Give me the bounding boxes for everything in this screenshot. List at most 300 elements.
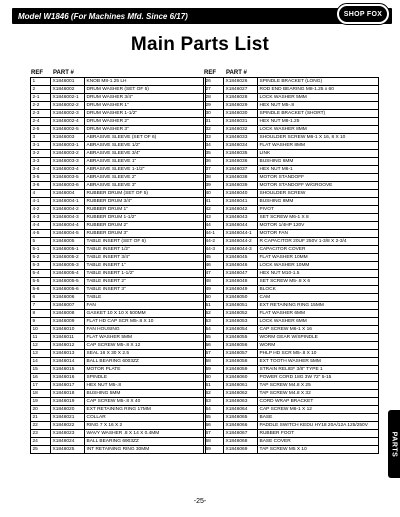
parts-row <box>31 166 206 174</box>
parts-row <box>204 302 379 310</box>
ref-cell: 26 <box>204 78 224 86</box>
description-cell: ABRASIVE SLEEVE (SET OF 6) <box>85 134 206 142</box>
ref-cell: 10 <box>31 326 51 334</box>
description-cell: DRUM WASHER 3" <box>85 126 206 134</box>
part-number-cell: X1846048 <box>224 278 258 286</box>
description-cell: CAPACITOR COVER <box>258 246 379 254</box>
part-number-cell: X1846044-3 <box>224 246 258 254</box>
ref-cell: 19 <box>31 398 51 406</box>
part-number-cell: X1846036 <box>224 158 258 166</box>
shop-fox-logo <box>336 3 390 25</box>
description-cell: KNOB M8-1.25 LH <box>85 78 206 86</box>
side-tab-label: PARTS <box>390 431 398 457</box>
ref-cell: 28 <box>204 94 224 102</box>
description-cell: EXT TOOTH WASHER 5MM <box>258 358 379 366</box>
ref-cell: 9 <box>31 318 51 326</box>
description-cell: FAN HOUSING <box>85 326 206 334</box>
ref-cell: 5-2 <box>31 254 51 262</box>
parts-row <box>204 214 379 222</box>
part-number-cell: X1846019 <box>51 398 85 406</box>
description-cell: BUSHING 8MM <box>258 198 379 206</box>
part-number-cell: X1846053 <box>224 318 258 326</box>
part-number-cell: X1846052 <box>224 310 258 318</box>
description-cell: CAP SCREW M5-.8 X 40 <box>85 398 206 406</box>
part-number-cell: X1846014 <box>51 358 85 366</box>
parts-row <box>204 174 379 182</box>
parts-row <box>31 230 206 238</box>
parts-row <box>31 86 206 94</box>
parts-row <box>204 294 379 302</box>
parts-row <box>204 246 379 254</box>
part-number-cell: X1846016 <box>51 374 85 382</box>
parts-row <box>204 134 379 142</box>
description-cell: EXT RETAINING RING 17MM <box>85 406 206 414</box>
description-cell: RUBBER DRUM 3/4" <box>85 198 206 206</box>
parts-row <box>204 262 379 270</box>
part-number-cell: X1846066 <box>224 422 258 430</box>
parts-row <box>204 398 379 406</box>
parts-row <box>204 374 379 382</box>
part-number-cell: X1846010 <box>51 326 85 334</box>
parts-row <box>31 414 206 422</box>
ref-cell: 3-6 <box>31 182 51 190</box>
description-cell: TABLE INSERT 3/4" <box>85 254 206 262</box>
description-cell: HEX NUT M10-1.5 <box>258 270 379 278</box>
description-cell: SET SCREW M6-1 X 8 <box>258 214 379 222</box>
part-number-cell: X1846063 <box>224 398 258 406</box>
ref-cell: 40 <box>204 190 224 198</box>
description-cell: TABLE INSERT 3" <box>85 286 206 294</box>
description-cell: RUBBER DRUM 1" <box>85 206 206 214</box>
ref-cell: 5-5 <box>31 278 51 286</box>
part-number-cell: X1846050 <box>224 294 258 302</box>
parts-row <box>204 342 379 350</box>
part-number-cell: X1846003-6 <box>51 182 85 190</box>
description-cell: WORM <box>258 342 379 350</box>
description-cell: DRUM WASHER 1-1/2" <box>85 110 206 118</box>
part-number-cell: X1846058 <box>224 358 258 366</box>
parts-row <box>31 238 206 246</box>
description-cell: RING 7 X 16 X 2 <box>85 422 206 430</box>
ref-cell: 5-6 <box>31 286 51 294</box>
parts-row <box>31 302 206 310</box>
parts-row <box>31 438 206 446</box>
ref-cell: 2-5 <box>31 126 51 134</box>
ref-cell: 12 <box>31 342 51 350</box>
part-number-cell: X1846039 <box>224 182 258 190</box>
ref-cell: 29 <box>204 102 224 110</box>
ref-cell: 39 <box>204 182 224 190</box>
part-number-cell: X1846060 <box>224 374 258 382</box>
ref-cell: 21 <box>31 414 51 422</box>
ref-cell: 52 <box>204 310 224 318</box>
ref-cell: 24 <box>31 438 51 446</box>
part-number-cell: X1846002-5 <box>51 126 85 134</box>
description-cell: TABLE INSERT 1-1/2" <box>85 270 206 278</box>
ref-cell: 2-2 <box>31 102 51 110</box>
description-cell: RUBBER FOOT <box>258 430 379 438</box>
parts-row <box>31 78 206 86</box>
part-number-cell: X1846004-1 <box>51 198 85 206</box>
ref-cell: 36 <box>204 158 224 166</box>
ref-cell: 3 <box>31 134 51 142</box>
ref-cell: 41 <box>204 198 224 206</box>
description-cell: ABRASIVE SLEEVE 1/2" <box>85 142 206 150</box>
description-cell: BALL BEARING 6903ZZ <box>85 438 206 446</box>
part-number-cell: X1846049 <box>224 286 258 294</box>
parts-row <box>204 182 379 190</box>
part-number-cell: X1846015 <box>51 366 85 374</box>
description-cell: FLAT WASHER 10MM <box>258 254 379 262</box>
description-cell: MOTOR PLATE <box>85 366 206 374</box>
page-number: -25- <box>193 498 207 505</box>
part-number-cell: X1846029 <box>224 102 258 110</box>
part-number-cell: X1846031 <box>224 118 258 126</box>
part-number-cell: X1846034 <box>224 142 258 150</box>
description-cell: LINK <box>258 150 379 158</box>
parts-row <box>204 326 379 334</box>
description-cell: TABLE INSERT (SET OF 6) <box>85 238 206 246</box>
part-number-cell: X1846004-3 <box>51 214 85 222</box>
ref-cell: 59 <box>204 366 224 374</box>
parts-column-left <box>30 68 205 454</box>
parts-row <box>31 198 206 206</box>
part-number-cell: X1846055 <box>224 334 258 342</box>
parts-row <box>31 142 206 150</box>
ref-cell: 67 <box>204 430 224 438</box>
ref-cell: 42 <box>204 206 224 214</box>
parts-row <box>204 414 379 422</box>
logo-text: SHOP FOX <box>339 6 387 22</box>
ref-cell: 6 <box>31 294 51 302</box>
ref-cell: 65 <box>204 414 224 422</box>
ref-cell: 3-5 <box>31 174 51 182</box>
description-cell: BUSHING 5MM <box>85 390 206 398</box>
ref-cell: 4-3 <box>31 214 51 222</box>
parts-row <box>204 190 379 198</box>
part-number-cell: X1846002-4 <box>51 118 85 126</box>
column-header <box>30 68 205 77</box>
parts-row <box>31 398 206 406</box>
ref-cell: 33 <box>204 134 224 142</box>
part-number-cell: X1846064 <box>224 406 258 414</box>
part-number-cell: X1846030 <box>224 110 258 118</box>
description-cell: INT RETAINING RING 30MM <box>85 446 206 454</box>
parts-row <box>204 334 379 342</box>
part-number-cell: X1846003 <box>51 134 85 142</box>
ref-cell: 16 <box>31 374 51 382</box>
part-number-cell: X1846042 <box>224 206 258 214</box>
ref-cell: 55 <box>204 334 224 342</box>
part-number-cell: X1846051 <box>224 302 258 310</box>
parts-row <box>204 270 379 278</box>
ref-cell: 25 <box>31 446 51 454</box>
description-cell: ABRASIVE SLEEVE 1-1/2" <box>85 166 206 174</box>
parts-row <box>31 430 206 438</box>
parts-table-left <box>30 77 206 454</box>
part-number-cell: X1846020 <box>51 406 85 414</box>
description-cell: PHLP HD SCR M5-.8 X 10 <box>258 350 379 358</box>
ref-cell: 53 <box>204 318 224 326</box>
description-cell: FLAT HD CAP SCR M5-.8 X 10 <box>85 318 206 326</box>
parts-row <box>204 102 379 110</box>
ref-cell: 43 <box>204 214 224 222</box>
part-number-cell: X1846056 <box>224 342 258 350</box>
page-header <box>12 8 392 24</box>
part-number-cell: X1846005 <box>51 238 85 246</box>
description-cell: MOTOR STANDOFF <box>258 174 379 182</box>
model-title: Model W1846 (For Machines Mfd. Since 6/17) <box>18 11 188 21</box>
parts-row <box>204 390 379 398</box>
ref-cell: 54 <box>204 326 224 334</box>
ref-cell: 47 <box>204 270 224 278</box>
part-number-cell: X1846038 <box>224 174 258 182</box>
parts-row <box>204 446 379 454</box>
description-cell: TAP SCREW M5 X 10 <box>258 446 379 454</box>
ref-header: REF <box>31 70 43 76</box>
ref-cell: 2-3 <box>31 110 51 118</box>
description-cell: LOCK WASHER 10MM <box>258 262 379 270</box>
ref-cell: 2-1 <box>31 94 51 102</box>
part-number-cell: X1846021 <box>51 414 85 422</box>
parts-row <box>31 342 206 350</box>
parts-row <box>31 318 206 326</box>
ref-cell: 64 <box>204 406 224 414</box>
part-number-cell: X1846013 <box>51 350 85 358</box>
ref-cell: 13 <box>31 350 51 358</box>
ref-cell: 18 <box>31 390 51 398</box>
ref-cell: 4-4 <box>31 222 51 230</box>
parts-row <box>204 358 379 366</box>
part-number-cell: X1846012 <box>51 342 85 350</box>
column-header <box>203 68 378 77</box>
description-cell: SEAL 16 X 30 X 2.5 <box>85 350 206 358</box>
parts-row <box>204 278 379 286</box>
description-cell: GASKET 10 X 10 X 500MM <box>85 310 206 318</box>
part-number-cell: X1846023 <box>51 430 85 438</box>
parts-row <box>204 286 379 294</box>
part-number-cell: X1846004-2 <box>51 206 85 214</box>
parts-row <box>31 350 206 358</box>
ref-cell: 44-2 <box>204 238 224 246</box>
ref-cell: 4-1 <box>31 198 51 206</box>
description-cell: DRUM WASHER (SET OF 5) <box>85 86 206 94</box>
part-number-cell: X1846061 <box>224 382 258 390</box>
description-cell: HEX NUT M5-.8 <box>85 382 206 390</box>
description-cell: TAP SCREW M4.8 X 32 <box>258 390 379 398</box>
ref-cell: 2-4 <box>31 118 51 126</box>
description-cell: PIVOT <box>258 206 379 214</box>
part-number-cell: X1846005-3 <box>51 262 85 270</box>
part-number-cell: X1846065 <box>224 414 258 422</box>
part-number-cell: X1846043 <box>224 214 258 222</box>
description-cell: LOCK WASHER 8MM <box>258 126 379 134</box>
description-cell: MOTOR STANDOFF W/GROOVE <box>258 182 379 190</box>
part-number-cell: X1846026 <box>224 78 258 86</box>
description-cell: FLAT WASHER 5MM <box>85 334 206 342</box>
ref-cell: 51 <box>204 302 224 310</box>
description-cell: TAP SCREW M4.8 X 25 <box>258 382 379 390</box>
part-number-cell: X1846003-3 <box>51 158 85 166</box>
parts-row <box>31 406 206 414</box>
part-number-cell: X1846046 <box>224 262 258 270</box>
part-number-cell: X1846002-2 <box>51 102 85 110</box>
description-cell: CAP SCREW M6-1 X 16 <box>258 326 379 334</box>
description-cell: FLAT WASHER 8MM <box>258 142 379 150</box>
description-cell: BASE <box>258 414 379 422</box>
description-cell: RUBBER DRUM 3" <box>85 230 206 238</box>
ref-cell: 62 <box>204 390 224 398</box>
description-cell: FAN <box>85 302 206 310</box>
parts-row <box>204 366 379 374</box>
description-cell: HEX NUT M5-.8 <box>258 102 379 110</box>
ref-cell: 8 <box>31 310 51 318</box>
part-number-cell: X1846005-1 <box>51 246 85 254</box>
part-number-cell: X1846035 <box>224 150 258 158</box>
part-number-cell: X1846044-2 <box>224 238 258 246</box>
ref-cell: 49 <box>204 286 224 294</box>
ref-cell: 3-1 <box>31 142 51 150</box>
ref-cell: 23 <box>31 430 51 438</box>
parts-row <box>31 358 206 366</box>
ref-cell: 2 <box>31 86 51 94</box>
parts-row <box>31 206 206 214</box>
part-number-cell: X1846005-2 <box>51 254 85 262</box>
parts-row <box>31 390 206 398</box>
ref-cell: 37 <box>204 166 224 174</box>
ref-cell: 63 <box>204 398 224 406</box>
parts-side-tab <box>388 410 400 478</box>
ref-cell: 11 <box>31 334 51 342</box>
ref-cell: 17 <box>31 382 51 390</box>
part-number-cell: X1846005-4 <box>51 270 85 278</box>
parts-row <box>204 310 379 318</box>
ref-cell: 1 <box>31 78 51 86</box>
part-number-cell: X1846017 <box>51 382 85 390</box>
part-number-cell: X1846005-6 <box>51 286 85 294</box>
part-number-cell: X1846028 <box>224 94 258 102</box>
description-cell: SET SCREW M5-.8 X 6 <box>258 278 379 286</box>
description-cell: POWER CORD 18G 3W 72" 5-15 <box>258 374 379 382</box>
parts-row <box>204 438 379 446</box>
part-number-cell: X1846004-4 <box>51 222 85 230</box>
description-cell: R CAPACITOR 20UF 250V 1-3/8 X 2-3/4 <box>258 238 379 246</box>
parts-row <box>31 134 206 142</box>
ref-cell: 60 <box>204 374 224 382</box>
description-cell: PADDLE SWITCH KEDU HY18 20A/12A 125/250V <box>258 422 379 430</box>
page-title: Main Parts List <box>130 34 270 55</box>
description-cell: LOCK WASHER 5MM <box>258 94 379 102</box>
description-cell: ABRASIVE SLEEVE 2" <box>85 174 206 182</box>
description-cell: SHOULDER SCREW M6-1 X 16, 8 X 10 <box>258 134 379 142</box>
part-number-cell: X1846045 <box>224 254 258 262</box>
ref-header: REF <box>204 70 216 76</box>
ref-cell: 38 <box>204 174 224 182</box>
description-cell: WAVY WASHER .8 X 14 X 0.4MM <box>85 430 206 438</box>
part-number-cell: X1846004 <box>51 190 85 198</box>
parts-row <box>31 118 206 126</box>
description-cell: RUBBER DRUM 2" <box>85 222 206 230</box>
part-number-cell: X1846047 <box>224 270 258 278</box>
part-number-cell: X1846041 <box>224 198 258 206</box>
parts-row <box>204 430 379 438</box>
description-cell: BALL BEARING 6003ZZ <box>85 358 206 366</box>
description-cell: CAP SCREW M5-.8 X 12 <box>85 342 206 350</box>
ref-cell: 56 <box>204 342 224 350</box>
parts-row <box>31 110 206 118</box>
ref-cell: 14 <box>31 358 51 366</box>
description-cell: FLAT WASHER 6MM <box>258 310 379 318</box>
ref-cell: 57 <box>204 350 224 358</box>
parts-row <box>204 406 379 414</box>
parts-row <box>31 286 206 294</box>
parts-row <box>31 278 206 286</box>
parts-row <box>31 422 206 430</box>
description-cell: DRUM WASHER 3/4" <box>85 94 206 102</box>
part-number-cell: X1846002 <box>51 86 85 94</box>
description-cell: DRUM WASHER 1" <box>85 102 206 110</box>
parts-row <box>31 174 206 182</box>
part-number-cell: X1846024 <box>51 438 85 446</box>
ref-cell: 5-3 <box>31 262 51 270</box>
ref-cell: 66 <box>204 422 224 430</box>
ref-cell: 5-1 <box>31 246 51 254</box>
part-number-cell: X1846032 <box>224 126 258 134</box>
parts-row <box>31 374 206 382</box>
parts-row <box>204 142 379 150</box>
parts-row <box>204 158 379 166</box>
parts-row <box>204 318 379 326</box>
description-cell: WORM GEAR W/SPINDLE <box>258 334 379 342</box>
part-number-cell: X1846062 <box>224 390 258 398</box>
parts-row <box>31 222 206 230</box>
parts-row <box>204 150 379 158</box>
part-number-cell: X1846025 <box>51 446 85 454</box>
part-number-cell: X1846003-5 <box>51 174 85 182</box>
parts-row <box>31 126 206 134</box>
parts-row <box>204 126 379 134</box>
parts-row <box>204 238 379 246</box>
description-cell: MOTOR 1/4HP 120V <box>258 222 379 230</box>
part-number-cell: X1846002-1 <box>51 94 85 102</box>
parts-row <box>204 118 379 126</box>
parts-row <box>31 382 206 390</box>
ref-cell: 3-2 <box>31 150 51 158</box>
description-cell: SPINDLE BRACKET (LONG) <box>258 78 379 86</box>
parts-row <box>204 254 379 262</box>
description-cell: SPINDLE <box>85 374 206 382</box>
ref-cell: 30 <box>204 110 224 118</box>
parts-row <box>204 206 379 214</box>
ref-cell: 48 <box>204 278 224 286</box>
parts-table-right <box>203 77 379 454</box>
parts-row <box>204 422 379 430</box>
ref-cell: 5-4 <box>31 270 51 278</box>
description-cell: ABRASIVE SLEEVE 1" <box>85 158 206 166</box>
ref-cell: 4-2 <box>31 206 51 214</box>
parts-row <box>204 230 379 238</box>
ref-cell: 44 <box>204 222 224 230</box>
part-number-cell: X1846068 <box>224 438 258 446</box>
part-number-cell: X1846027 <box>224 86 258 94</box>
ref-cell: 61 <box>204 382 224 390</box>
parts-row <box>204 382 379 390</box>
parts-row <box>31 150 206 158</box>
description-cell: SHOULDER SCREW <box>258 190 379 198</box>
ref-cell: 22 <box>31 422 51 430</box>
ref-cell: 34 <box>204 142 224 150</box>
description-cell: ROD END BEARING M8-1.25 x 60 <box>258 86 379 94</box>
